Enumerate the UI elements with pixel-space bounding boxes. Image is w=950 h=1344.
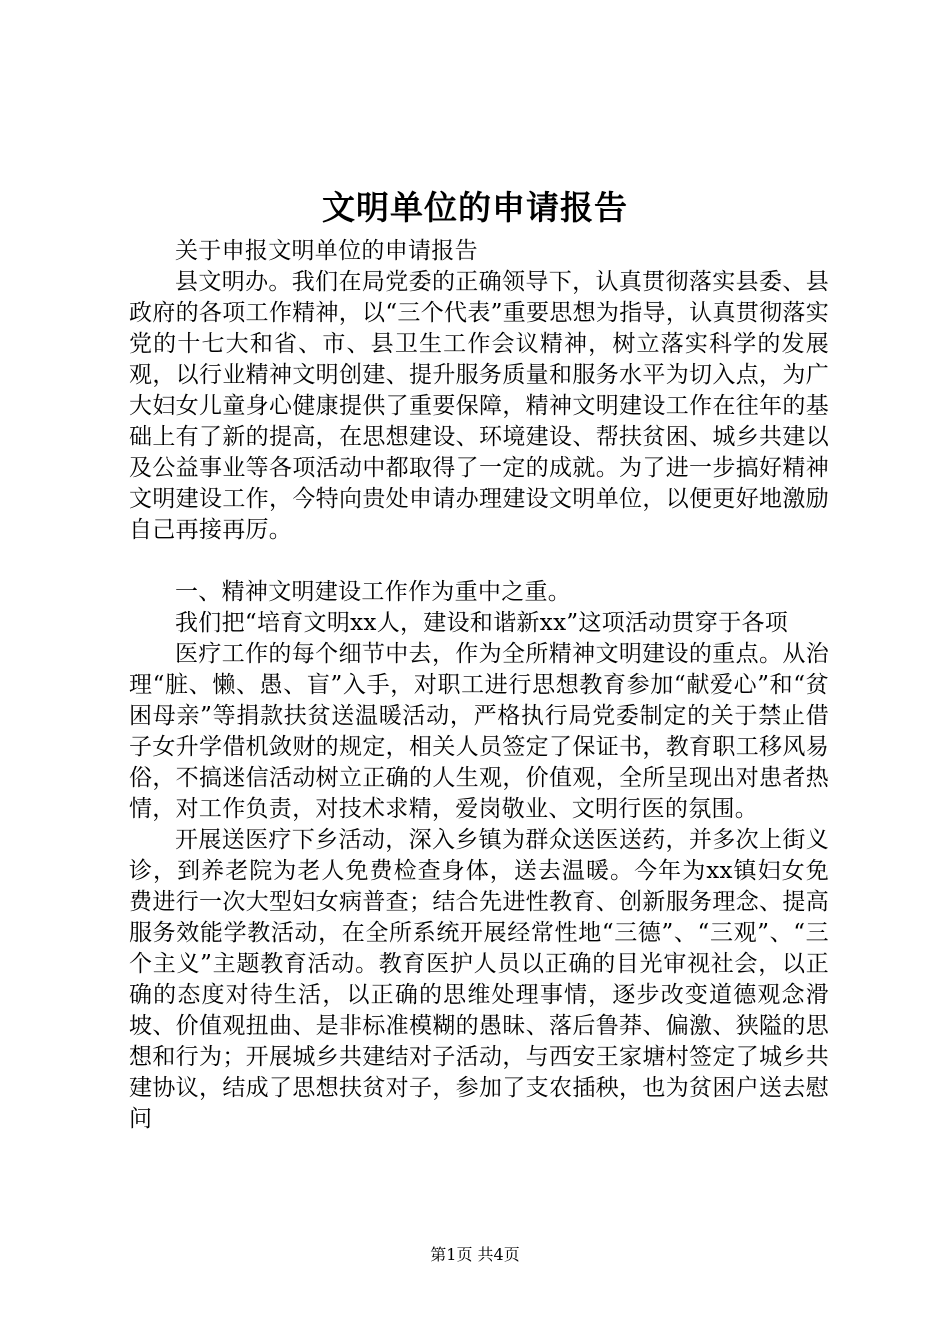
section-heading: 一、精神文明建设工作作为重中之重。	[175, 579, 572, 605]
body-paragraph: 我们把“培育文明xx人，建设和谐新xx”这项活动贯穿于各项	[175, 610, 789, 636]
paragraph-spacer	[129, 546, 829, 577]
body-paragraph: 医疗工作的每个细节中去，作为全所精神文明建设的重点。从治理“脏、懒、愚、盲”入手，对职工进行思想教育参加“献爱心”和“贫困母亲”等捐款扶贫送温暖活动，严格执行局党委制定的关于禁止借子女升学借机敛财的规定，相关人员签定了保证书，教育职工移风易俗，不搞迷信活动树立正确的人生观，价值观，全所呈现出对患者热情，对工作负责，对技术求精，爱岗敬业、文明行医的氛围。	[129, 641, 829, 822]
body-paragraph: 开展送医疗下乡活动，深入乡镇为群众送医送药，并多次上街义诊，到养老院为老人免费检查身体，送去温暖。今年为xx镇妇女免费进行一次大型妇女病普查；结合先进性教育、创新服务理念、提高服务效能学教活动，在全所系统开展经常性地“三德”、“三观”、“三个主义”主题教育活动。教育医护人员以正确的目光审视社会，以正确的态度对待生活，以正确的思维处理事情，逐步改变道德观念滑坡、价值观扭曲、是非标准模糊的愚昧、落后鲁莽、偏激、狭隘的思想和行为；开展城乡共建结对子活动，与西安王家塘村签定了城乡共建协议，结成了思想扶贫对子，参加了支农插秧，也为贫困户送去慰问	[129, 827, 829, 1132]
page-footer: 第1页 共4页	[430, 1245, 520, 1264]
page-title: 文明单位的申请报告	[322, 188, 628, 227]
intro-paragraph: 县文明办。我们在局党委的正确领导下，认真贯彻落实县委、县政府的各项工作精神，以“三个代表”重要思想为指导，认真贯彻落实党的十七大和省、市、县卫生工作会议精神，树立落实科学的发展观，以行业精神文明创建、提升服务质量和服务水平为切入点，为广大妇女儿童身心健康提供了重要保障，精神文明建设工作在往年的基础上有了新的提高，在思想建设、环境建设、帮扶贫困、城乡共建以及公益事业等各项活动中都取得了一定的成就。为了进一步搞好精神文明建设工作，今特向贵处申请办理建设文明单位，以便更好地激励自己再接再厉。	[129, 269, 829, 543]
document-body	[129, 236, 829, 1135]
subtitle-paragraph: 关于申报文明单位的申请报告	[175, 238, 478, 264]
